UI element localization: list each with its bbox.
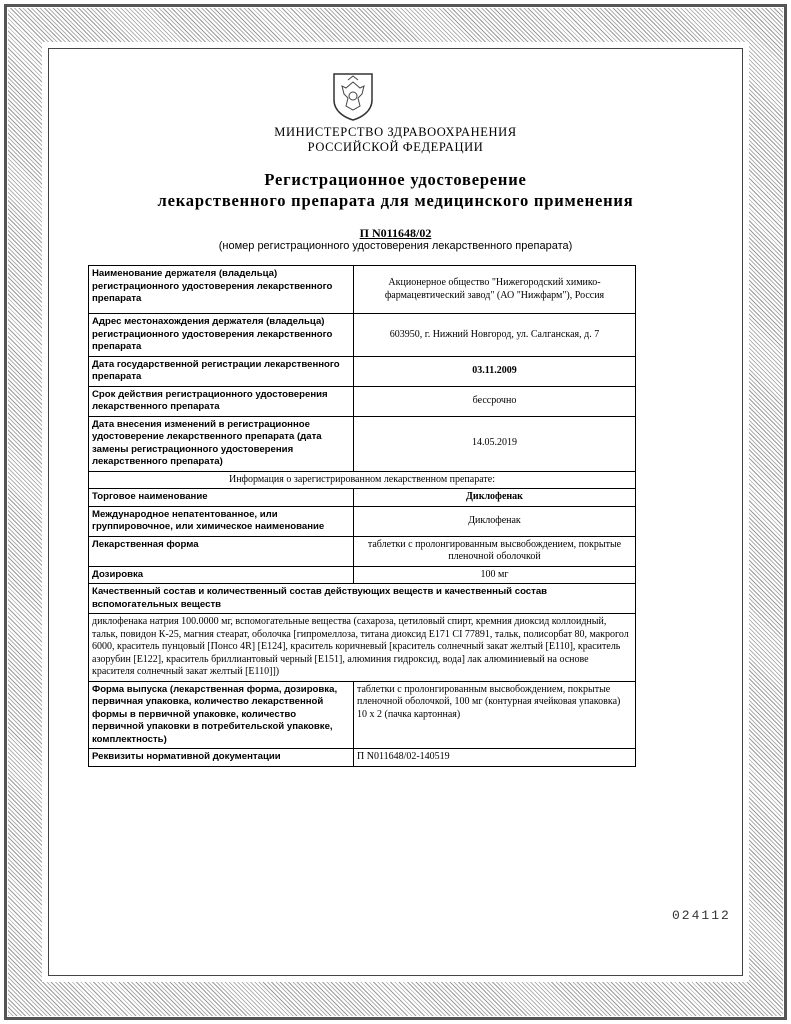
registration-number-caption: (номер регистрационного удостоверения лекарственного препарата) [218,240,573,252]
address-value: 603950, г. Нижний Новгород, ул. Салганская, д. 7 [354,314,636,357]
form-serial-number: 024112 [672,908,731,923]
dosage-form-label: Лекарственная форма [89,536,354,566]
table-row [89,356,636,386]
document-title-line1: Регистрационное удостоверение [264,170,527,189]
change-date-label: Дата внесения изменений в регистрационное удостоверение лекарственного препарата (дата замены регистрационного удостоверения лекарственного препарата) [89,416,354,471]
inn-value: Диклофенак [354,506,636,536]
validity-value: бессрочно [354,386,636,416]
table-row [89,614,636,682]
table-row [89,314,636,357]
coat-of-arms-emblem [330,72,376,122]
table-row [89,584,636,614]
table-row [89,566,636,584]
dosage-form-value: таблетки с пролонгированным высвобождением, покрытые пленочной оболочкой [354,536,636,566]
trade-name-value: Диклофенак [354,489,636,507]
trade-name-label: Торговое наименование [89,489,354,507]
registration-date-value: 03.11.2009 [354,356,636,386]
registration-table [88,265,636,767]
table-row [89,749,636,767]
normative-doc-value: П N011648/02-140519 [354,749,636,767]
release-form-label: Форма выпуска (лекарственная форма, дозировка, первичная упаковка, количество лекарственной формы в первичной упаковке, количество первичной упаковки в потребительской упаковке, комплектность) [89,681,354,749]
document-title-line2: лекарственного препарата для медицинского применения [157,191,634,210]
change-date-value: 14.05.2019 [354,416,636,471]
ministry-name-line2: РОССИЙСКОЙ ФЕДЕРАЦИИ [307,140,484,154]
composition-label: Качественный состав и количественный состав действующих веществ и качественный состав вспомогательных веществ [89,584,636,614]
registration-date-label: Дата государственной регистрации лекарственного препарата [89,356,354,386]
table-row [89,489,636,507]
normative-doc-label: Реквизиты нормативной документации [89,749,354,767]
composition-value: диклофенака натрия 100.0000 мг, вспомогательные вещества (сахароза, цетиловый спирт, кремния диоксид коллоидный, тальк, повидон К-25, магния стеарат, оболочка [гипромеллоза, титана диоксид Е171 CI 77891, тальк, полисорбат 80, макрогол 6000, краситель пунцовый [Понсо 4R] [Е124], краситель коричневый [краситель солнечный закат желтый [Е110], краситель азорубин [Е122], краситель бриллиантовый черный [Е151], алюминия гидроксид, вода] лак алюминиевый на основе красителя солнечный закат желтый [Е110]]) [89,614,636,682]
ministry-name-line1: МИНИСТЕРСТВО ЗДРАВООХРАНЕНИЯ [274,125,517,139]
info-header: Информация о зарегистрированном лекарственном препарате: [89,471,636,489]
holder-value: Акционерное общество "Нижегородский химико-фармацевтический завод" (АО "Нижфарм"), Россия [354,266,636,314]
table-row [89,266,636,314]
table-row [89,471,636,489]
inn-label: Международное непатентованное, или группировочное, или химическое наименование [89,506,354,536]
table-row [89,506,636,536]
table-row [89,681,636,749]
holder-label: Наименование держателя (владельца) регистрационного удостоверения лекарственного препарата [89,266,354,314]
address-label: Адрес местонахождения держателя (владельца) регистрационного удостоверения лекарственного препарата [89,314,354,357]
registration-number: П N011648/02 [359,226,432,240]
table-row [89,536,636,566]
dosage-label: Дозировка [89,566,354,584]
table-row [89,386,636,416]
validity-label: Срок действия регистрационного удостоверения лекарственного препарата [89,386,354,416]
release-form-value: таблетки с пролонгированным высвобождением, покрытые пленочной оболочкой, 100 мг (контурная ячейковая упаковка) 10 x 2 (пачка картонная) [354,681,636,749]
table-row [89,416,636,471]
dosage-value: 100 мг [354,566,636,584]
